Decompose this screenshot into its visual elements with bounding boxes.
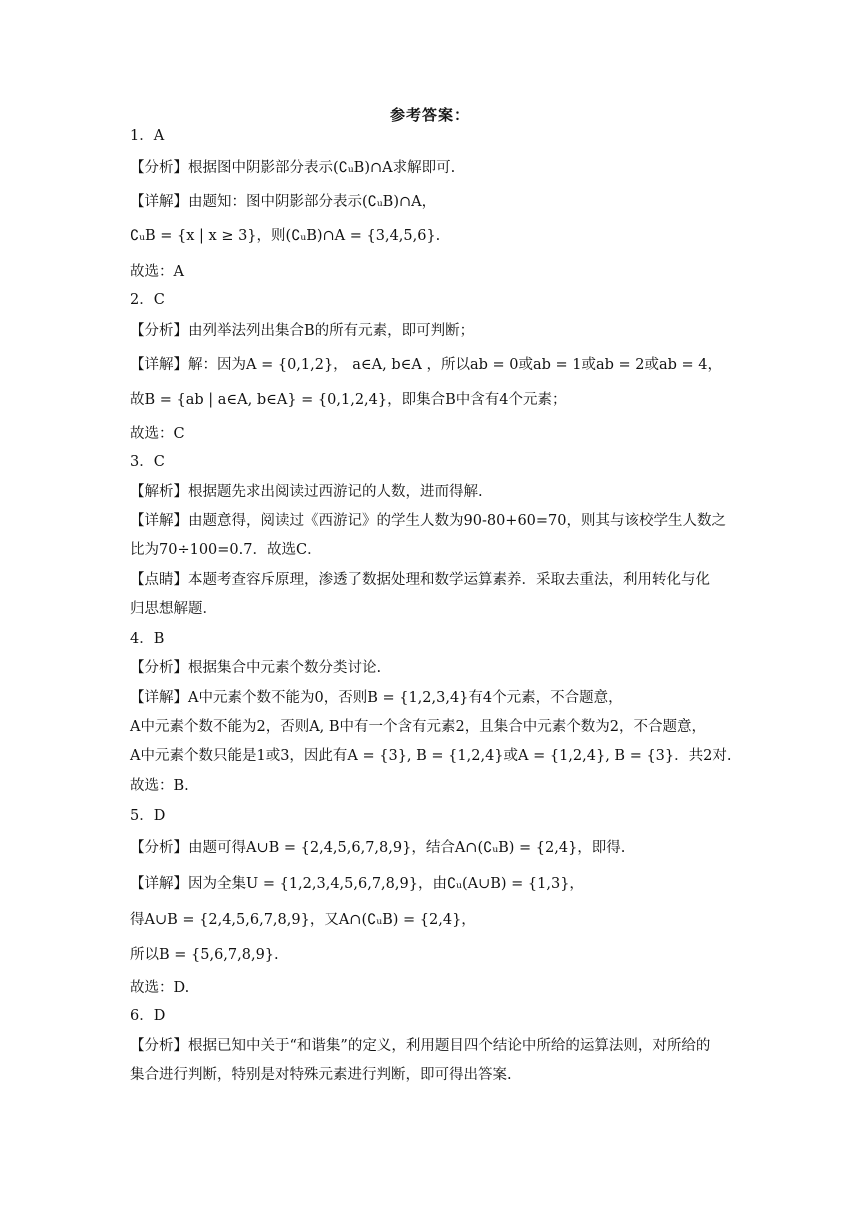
detail-line: 【详解】解：因为A = {0,1,2}， a∈A, b∈A ，所以ab = 0或ab = 1或ab = 2或ab = 4， xyxy=(130,357,723,373)
comment-line: 归思想解题． xyxy=(130,601,217,617)
choice-line: 故选：D. xyxy=(130,980,190,996)
detail-line: 故B = {ab | a∈A, b∈A} = {0,1,2,4}，即集合B中含有4个元素； xyxy=(130,392,567,408)
detail-line: 比为70÷100=0.7．故选C． xyxy=(130,542,322,558)
comment-line: 【点睛】本题考查容斥原理，渗透了数据处理和数学运算素养．采取去重法，利用转化与化 xyxy=(130,572,710,588)
answer-number: 2．C xyxy=(130,292,165,308)
detail-line: A中元素个数不能为2，否则A, B中有一个含有元素2，且集合中元素个数为2，不合题意， xyxy=(130,719,706,735)
detail-line: 【详解】A中元素个数不能为0，否则B = {1,2,3,4}有4个元素，不合题意， xyxy=(130,690,623,706)
choice-line: 故选：C xyxy=(130,426,185,442)
detail-line: 【详解】由题意得，阅读过《西游记》的学生人数为90-80+60=70，则其与该校学生人数之 xyxy=(130,513,726,529)
detail-line: 所以B = {5,6,7,8,9}. xyxy=(130,947,279,963)
analysis-line: 集合进行判断，特别是对特殊元素进行判断，即可得出答案. xyxy=(130,1067,512,1083)
answer-number: 5．D xyxy=(130,808,166,824)
choice-line: 故选：A xyxy=(130,264,184,280)
page-title: 参考答案： xyxy=(389,106,470,124)
analysis-line: 【分析】由列举法列出集合B的所有元素，即可判断； xyxy=(130,323,475,339)
detail-line: ∁ᵤB = {x | x ≥ 3}，则(∁ᵤB)∩A = {3,4,5,6}. xyxy=(130,228,441,244)
answer-number: 1．A xyxy=(130,128,165,144)
analysis-line: 【分析】根据图中阴影部分表示(∁ᵤB)∩A求解即可. xyxy=(130,160,456,176)
answer-number: 3．C xyxy=(130,454,165,470)
analysis-line: 【分析】由题可得A∪B = {2,4,5,6,7,8,9}，结合A∩(∁ᵤB) = {2,4}，即得. xyxy=(130,840,626,856)
analysis-line: 【分析】根据集合中元素个数分类讨论. xyxy=(130,660,382,676)
detail-line: 【详解】由题知：图中阴影部分表示(∁ᵤB)∩A， xyxy=(130,194,437,210)
answer-number: 4．B xyxy=(130,631,165,647)
detail-line: 得A∪B = {2,4,5,6,7,8,9}，又A∩(∁ᵤB) = {2,4}， xyxy=(130,912,476,928)
detail-line: 【详解】因为全集U = {1,2,3,4,5,6,7,8,9}，由∁ᵤ(A∪B) = {1,3}， xyxy=(130,876,584,892)
solution-line: 【解析】根据题先求出阅读过西游记的人数，进而得解. xyxy=(130,484,483,500)
choice-line: 故选：B. xyxy=(130,778,189,794)
analysis-line: 【分析】根据已知中关于“和谐集”的定义，利用题目四个结论中所给的运算法则，对所给的 xyxy=(130,1038,711,1054)
detail-line: A中元素个数只能是1或3，因此有A = {3}, B = {1,2,4}或A = {1,2,4}, B = {3}．共2对. xyxy=(130,748,732,764)
answer-number: 6．D xyxy=(130,1008,166,1024)
